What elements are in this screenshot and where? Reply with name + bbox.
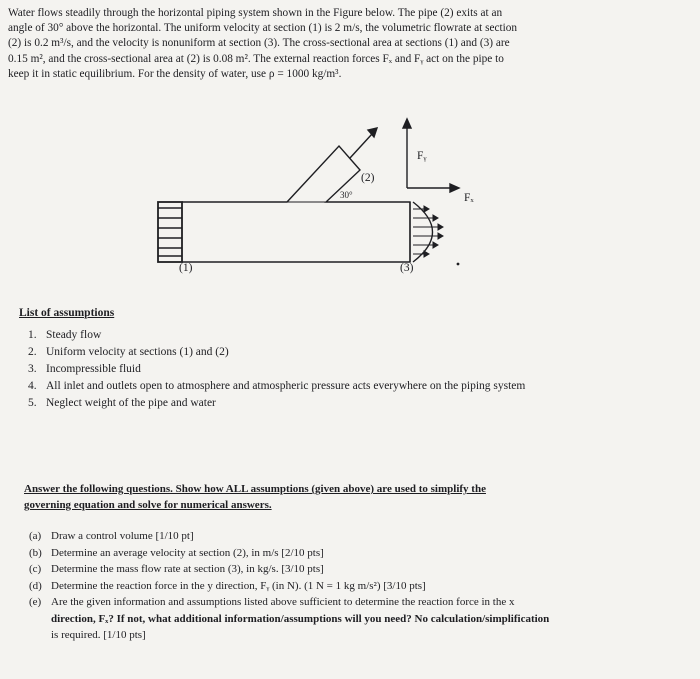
outlet-2-flow-arrow: [350, 128, 377, 158]
instructions-line: Answer the following questions. Show how ALL assumptions (given above) are used to simplify the: [24, 483, 486, 495]
section-3-label: (3): [400, 262, 414, 274]
list-item: 4. All inlet and outlets open to atmosphere and atmospheric pressure acts everywhere on the piping system: [28, 380, 526, 392]
reaction-force-arrows: [403, 119, 459, 192]
question-e-continued: direction, Fₓ? If not, what additional information/assumptions will you need? No calculation/simplification: [51, 612, 550, 625]
instructions-line: governing equation and solve for numerical answers.: [24, 499, 272, 511]
velocity-profile-3: [413, 202, 433, 262]
section-1-label: (1): [179, 262, 193, 274]
intro-line: angle of 30° above the horizontal. The uniform velocity at section (1) is 2 m/s, the volumetric flowrate at section: [8, 22, 518, 35]
question-c: (c) Determine the mass flow rate at section (3), in kg/s. [3/10 pts]: [29, 563, 324, 575]
list-item: 1. Steady flow: [28, 329, 102, 341]
intro-line: (2) is 0.2 m³/s, and the velocity is nonuniform at section (3). The cross-sectional area at sections (1) and (3) are: [8, 37, 510, 50]
intro-line: Water flows steadily through the horizontal piping system shown in the Figure below. The pipe (2) exits at an: [8, 7, 503, 19]
section-2-label: (2): [361, 172, 375, 184]
intro-line: 0.15 m², and the cross-sectional area at (2) is 0.08 m². The external reaction forces Fₓ and Fᵧ act on the pipe to: [8, 52, 504, 65]
instructions-heading: [24, 481, 664, 513]
inlet-velocity-arrows: [158, 202, 182, 262]
question-e: (e) Are the given information and assumptions listed above sufficient to determine the reaction force in the x: [29, 596, 515, 608]
angle-label: 30°: [340, 190, 353, 200]
fy-label: Fᵧ: [417, 150, 427, 162]
list-item: 2. Uniform velocity at sections (1) and (2): [28, 346, 229, 358]
question-d: (d) Determine the reaction force in the y direction, Fᵧ (in N). (1 N = 1 kg m/s²) [3/10 pts]: [29, 579, 426, 592]
list-item: 5. Neglect weight of the pipe and water: [28, 397, 216, 409]
question-a: (a) Draw a control volume [1/10 pt]: [29, 530, 194, 542]
list-item: 3. Incompressible fluid: [28, 363, 141, 375]
intro-line: keep it in static equilibrium. For the density of water, use ρ = 1000 kg/m³.: [8, 67, 342, 80]
fx-label: Fₓ: [464, 192, 474, 204]
marker-dot: [457, 263, 460, 266]
question-e-continued: is required. [1/10 pts]: [51, 629, 146, 641]
pipe-outline: [182, 146, 410, 262]
assumptions-title: List of assumptions: [19, 307, 115, 319]
piping-figure: [0, 0, 700, 300]
assumptions-list: [28, 327, 525, 412]
outlet-velocity-arrows: [413, 206, 443, 257]
question-b: (b) Determine an average velocity at section (2), in m/s [2/10 pts]: [29, 546, 324, 559]
questions-list: [29, 528, 549, 644]
